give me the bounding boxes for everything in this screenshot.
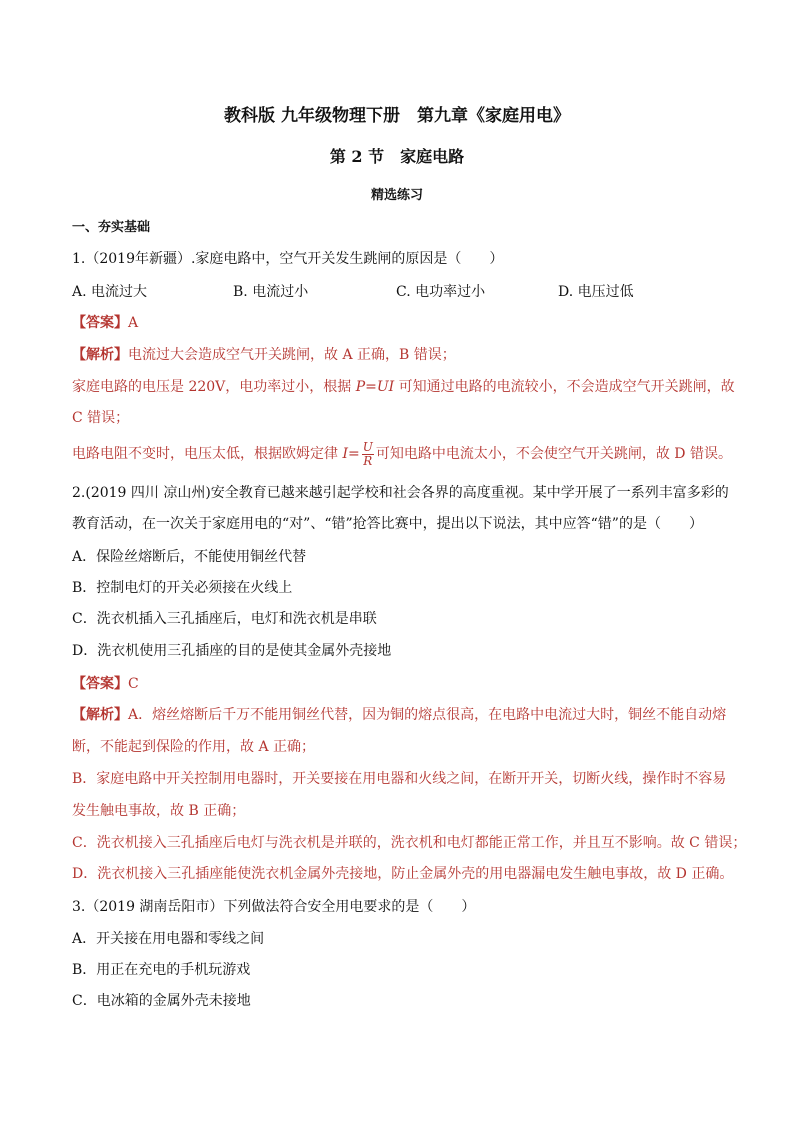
q2-analysis-line: B．家庭电路中开关控制用电器时，开关要接在用电器和火线之间，在断开开关，切断火线，操作时不容易 <box>72 771 727 787</box>
document-title: 教科版 九年级物理下册 第九章《家庭用电》 <box>224 106 570 126</box>
fraction-numerator: U <box>362 439 373 454</box>
q1-analysis-line <box>72 440 732 468</box>
analysis-text: 可知电路中电流太小，不会使空气开关跳闸，故 D 错误。 <box>375 446 732 462</box>
analysis-text: 电流过大会造成空气开关跳闸，故 A 正确，B 错误； <box>128 347 456 363</box>
analysis-text: 电路电阻不变时，电压太低，根据欧姆定律 <box>72 446 338 462</box>
formula: I= <box>342 446 360 462</box>
q2-option-c: C．洗衣机插入三孔插座后，电灯和洗衣机是串联 <box>72 611 377 627</box>
q1-analysis-line <box>72 345 456 365</box>
part-heading: 一、夯实基础 <box>72 220 151 235</box>
q3-stem: 3.（2019 湖南岳阳市）下列做法符合安全用电要求的是（ ） <box>72 899 476 915</box>
analysis-text: 家庭电路的电压是 220V，电功率过小，根据 <box>72 379 352 395</box>
section-subtitle: 精选练习 <box>370 188 423 203</box>
analysis-tag: 【解析】 <box>72 707 128 723</box>
q2-stem-line: 教育活动，在一次关于家庭用电的“对”、“错”抢答比赛中，提出以下说法，其中应答“错”的是（ ） <box>72 516 703 532</box>
answer-value: A <box>128 315 139 331</box>
q2-option-a: A．保险丝熔断后，不能使用铜丝代替 <box>72 549 307 565</box>
q2-option-d: D．洗衣机使用三孔插座的目的是使其金属外壳接地 <box>72 643 392 659</box>
q2-option-b: B．控制电灯的开关必须接在火线上 <box>72 580 293 596</box>
fraction-denominator: R <box>363 453 373 468</box>
q1-analysis-line: C 错误； <box>72 410 130 426</box>
answer-tag: 【答案】 <box>72 315 128 331</box>
q2-analysis-line: D．洗衣机接入三孔插座能使洗衣机金属外壳接地，防止金属外壳的用电器漏电发生触电事故，故 D 正确。 <box>72 866 734 882</box>
analysis-tag: 【解析】 <box>72 347 128 363</box>
q1-option-d: D. 电压过低 <box>558 284 634 300</box>
answer-tag: 【答案】 <box>72 676 128 692</box>
analysis-text: 可知通过电路的电流较小，不会造成空气开关跳闸，故 <box>398 379 735 395</box>
fraction <box>362 441 374 468</box>
analysis-text: A．熔丝熔断后千万不能用铜丝代替，因为铜的熔点很高，在电路中电流过大时，铜丝不能自动熔 <box>128 707 727 723</box>
q3-option-b: B．用正在充电的手机玩游戏 <box>72 962 251 978</box>
q2-analysis-line: 断，不能起到保险的作用，故 A 正确； <box>72 739 316 755</box>
q2-analysis-line: 发生触电事故，故 B 正确； <box>72 803 246 819</box>
formula: P=UI <box>355 379 395 395</box>
q1-option-c: C. 电功率过小 <box>396 284 486 300</box>
q1-analysis-line <box>72 377 735 397</box>
q2-analysis-line <box>72 705 726 725</box>
q1-stem: 1.（2019年新疆）.家庭电路中，空气开关发生跳闸的原因是（ ） <box>72 251 504 267</box>
q2-analysis-line: C．洗衣机接入三孔插座后电灯与洗衣机是并联的，洗衣机和电灯都能正常工作，并且互不影响。故 C 错误； <box>72 835 747 851</box>
q1-option-b: B. 电流过小 <box>233 284 309 300</box>
q3-option-a: A．开关接在用电器和零线之间 <box>72 931 265 947</box>
section-title: 第 2 节 家庭电路 <box>329 147 465 166</box>
answer-value: C <box>128 676 139 692</box>
q2-answer <box>72 674 139 694</box>
q1-option-a: A. 电流过大 <box>72 284 148 300</box>
q1-answer <box>72 313 138 333</box>
q3-option-c: C．电冰箱的金属外壳未接地 <box>72 993 251 1009</box>
q2-stem-line: 2.(2019 四川 凉山州)安全教育已越来越引起学校和社会各界的高度重视。某中学开展了一系列丰富多彩的 <box>72 485 729 501</box>
